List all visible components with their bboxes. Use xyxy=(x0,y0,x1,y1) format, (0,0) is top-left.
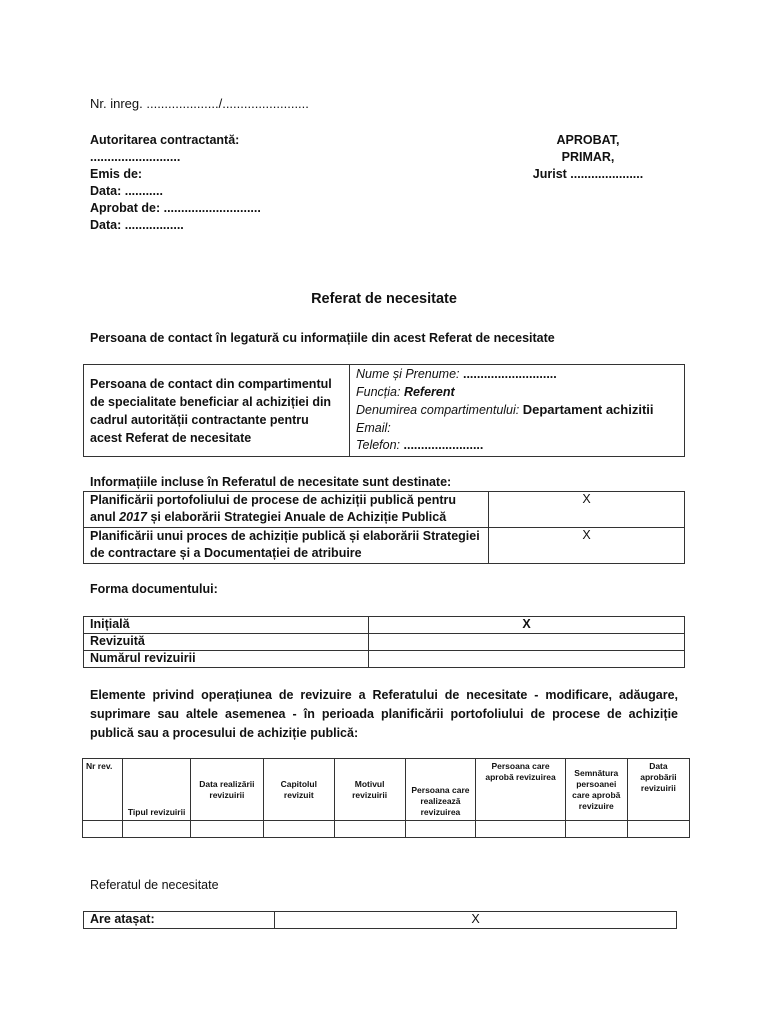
info-row-1 xyxy=(84,492,685,528)
rev-cell[interactable] xyxy=(627,821,689,838)
autoritatea-value: .......................... xyxy=(90,150,181,164)
atasat-label: Are atașat: xyxy=(84,912,275,929)
functia-value: Referent xyxy=(403,384,455,399)
forma-heading: Forma documentului: xyxy=(90,582,218,596)
referat-heading: Referatul de necesitate xyxy=(90,878,219,892)
rev-cell[interactable] xyxy=(190,821,263,838)
rev-header-data: Data realizării revizuirii xyxy=(190,759,263,821)
denumirea-row xyxy=(356,401,678,420)
nume-row xyxy=(356,366,678,384)
forma-value-revizuita xyxy=(369,634,685,651)
rev-header-capitolul: Capitolul revizuit xyxy=(263,759,334,821)
aprobat-de: Aprobat de: ............................ xyxy=(90,201,261,215)
revision-header-row xyxy=(83,759,690,821)
rev-header-motivul: Motivul revizuirii xyxy=(334,759,405,821)
autoritatea-label: Autoritarea contractantă: xyxy=(90,133,240,147)
nume-value: ........................... xyxy=(462,367,557,381)
page-title: Referat de necesitate xyxy=(311,291,457,307)
info-table xyxy=(83,491,685,564)
rev-header-nr: Nr rev. xyxy=(83,759,123,821)
forma-row-initiala xyxy=(84,617,685,634)
rev-header-data-aprobarii: Data aprobării revizuirii xyxy=(627,759,689,821)
rev-cell[interactable] xyxy=(263,821,334,838)
rev-cell[interactable] xyxy=(476,821,565,838)
info-heading: Informațiile incluse în Referatul de necesitate sunt destinate: xyxy=(90,475,452,489)
forma-table xyxy=(83,616,685,668)
rev-header-persoana-aproba: Persoana care aprobă revizuirea xyxy=(476,759,565,821)
rev-cell[interactable] xyxy=(565,821,627,838)
forma-row-revizuita xyxy=(84,634,685,651)
forma-label-revizuita: Revizuită xyxy=(84,634,369,651)
info-row-2-text: Planificării unui proces de achiziție publică și elaborării Strategiei de contractare și a Documentației de atribuire xyxy=(84,528,489,564)
revision-empty-row xyxy=(83,821,690,838)
forma-label-initiala: Inițială xyxy=(84,617,369,634)
functia-row xyxy=(356,384,678,402)
contact-heading: Persoana de contact în legatură cu informațiile din acest Referat de necesitate xyxy=(90,331,555,345)
contact-right-cell xyxy=(350,365,685,457)
telefon-value: ....................... xyxy=(403,438,484,452)
forma-row-numarul xyxy=(84,651,685,668)
email-label: Email: xyxy=(356,420,391,435)
rev-cell[interactable] xyxy=(123,821,191,838)
nume-label: Nume și Prenume: xyxy=(356,367,463,381)
data-2: Data: ................. xyxy=(90,218,184,232)
forma-label-numarul: Numărul revizuirii xyxy=(84,651,369,668)
rev-header-persoana-realizeaza: Persoana care realizează revizuirea xyxy=(405,759,476,821)
info-row-2-mark: X xyxy=(489,528,685,564)
info-row-1-text: Planificării portofoliului de procese de achiziții publică pentru anul 2017 și elaborării Strategiei Anuale de Achiziție Publică xyxy=(84,492,489,528)
info-row-2 xyxy=(84,528,685,564)
contact-left-cell: Persoana de contact din compartimentul de specialitate beneficiar al achiziției din cadrul autorității contractante pentru acest Referat de necesitate xyxy=(84,365,350,457)
info-row-1-mark: X xyxy=(489,492,685,528)
primar-label: PRIMAR, xyxy=(561,150,615,164)
rev-cell[interactable] xyxy=(405,821,476,838)
atasat-value: X xyxy=(275,912,677,929)
revision-table xyxy=(82,758,690,838)
telefon-label: Telefon: xyxy=(356,438,404,452)
atasat-row xyxy=(84,912,677,929)
jurist-label: Jurist ..................... xyxy=(532,167,644,181)
functia-label: Funcția: xyxy=(356,384,404,399)
elemente-paragraph: Elemente privind operațiunea de revizuire a Referatului de necesitate - modificare, adăugare, suprimare sau altele asemenea - în perioada planificării portofoliului de procese de achiziție publică sau a procesului de achiziție publică: xyxy=(90,688,678,740)
contact-table xyxy=(83,364,685,457)
denumirea-label: Denumirea compartimentului: xyxy=(356,403,523,417)
telefon-row xyxy=(356,437,678,455)
rev-header-semnatura: Semnătura persoanei care aprobă revizuire xyxy=(565,759,627,821)
denumirea-value: Departament achizitii xyxy=(522,402,654,417)
forma-value-initiala: X xyxy=(369,617,685,634)
rev-header-tipul: Tipul revizuirii xyxy=(123,759,191,821)
nr-inreg: Nr. inreg. ..................../........................ xyxy=(90,96,309,111)
aprobat-label: APROBAT, xyxy=(556,133,620,147)
atasat-table xyxy=(83,911,677,929)
header-right xyxy=(500,132,676,183)
emis-de: Emis de: xyxy=(90,167,143,181)
header-left xyxy=(90,132,261,234)
rev-cell[interactable] xyxy=(334,821,405,838)
forma-value-numarul xyxy=(369,651,685,668)
rev-cell[interactable] xyxy=(83,821,123,838)
data-1: Data: ........... xyxy=(90,184,163,198)
